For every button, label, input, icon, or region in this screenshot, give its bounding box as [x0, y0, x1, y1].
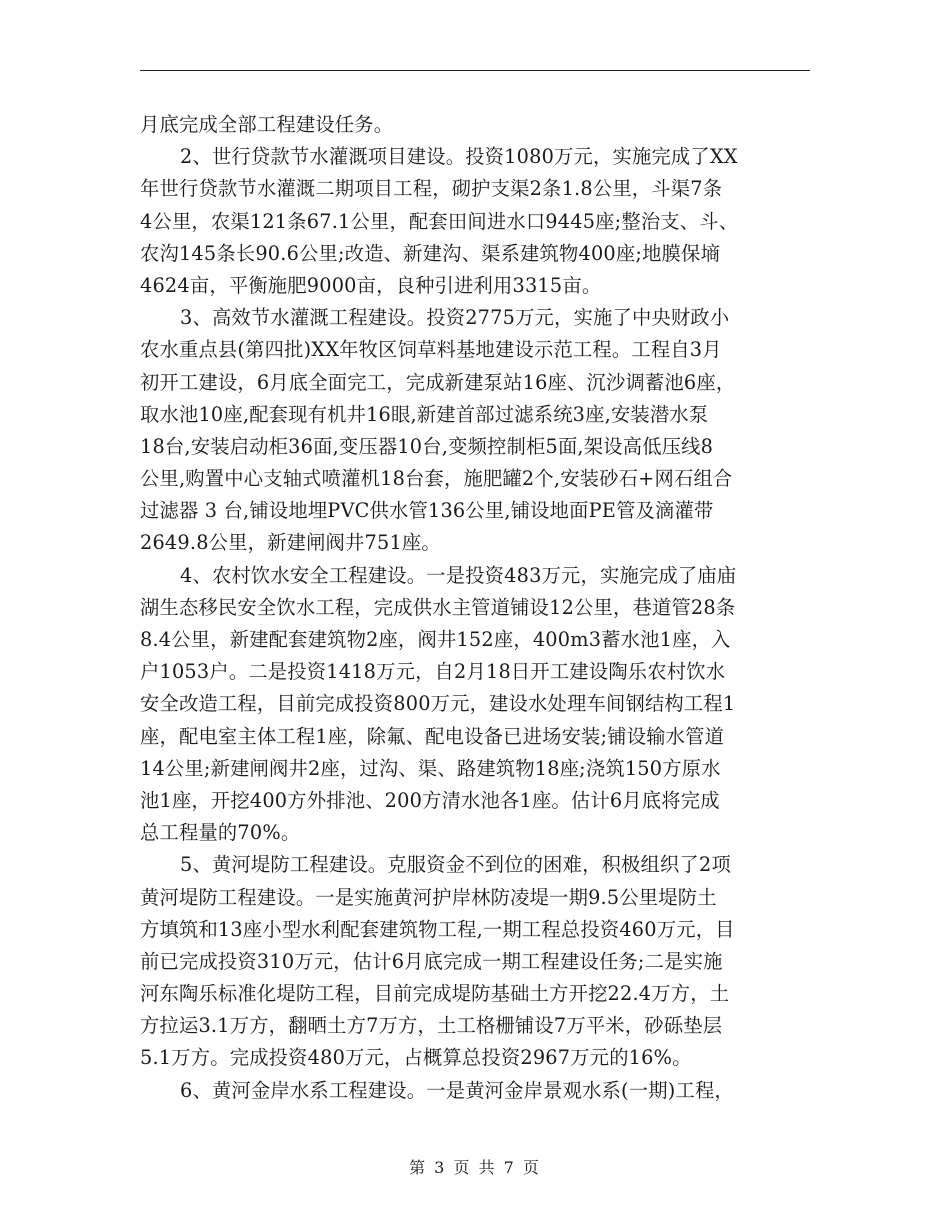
text-line: 年世行贷款节水灌溉二期项目工程，砌护支渠2条1.8公里，斗渠7条: [140, 177, 723, 201]
text-line: 14公里;新建闸阀井2座，过沟、渠、路建筑物18座;浇筑150方原水: [140, 756, 721, 780]
text-line: 安全改造工程，目前完成投资800万元，建设水处理车间钢结构工程1: [140, 692, 736, 716]
text-line: 方拉运3.1万方，翻晒土方7万方，土工格栅铺设7万平米，砂砾垫层: [140, 1014, 723, 1038]
text-line: 2、世行贷款节水灌溉项目建设。投资1080万元，实施完成了XX: [180, 145, 738, 169]
text-line: 取水池10座,配套现有机井16眼,新建首部过滤系统3座,安装潜水泵: [140, 402, 709, 426]
text-line: 5.1万方。完成投资480万元，占概算总投资2967万元的16%。: [140, 1046, 692, 1070]
text-line: 户1053户。二是投资1418万元，自2月18日开工建设陶乐农村饮水: [140, 660, 726, 684]
text-line: 农水重点县(第四批)XX年牧区饲草料基地建设示范工程。工程自3月: [140, 338, 722, 362]
text-line: 农沟145条长90.6公里;改造、新建沟、渠系建筑物400座;地膜保墒: [140, 241, 720, 265]
text-line: 月底完成全部工程建设任务。: [140, 113, 394, 136]
text-line: 3、高效节水灌溉工程建设。投资2775万元，实施了中央财政小: [180, 306, 730, 330]
text-line: 座，配电室主体工程1座，除氟、配电设备已进场安装;铺设输水管道: [140, 724, 725, 748]
text-line: 6、黄河金岸水系工程建设。一是黄河金岸景观水系(一期)工程，: [180, 1078, 734, 1102]
text-line: 5、黄河堤防工程建设。克服资金不到位的困难，积极组织了2项: [180, 853, 731, 877]
text-line: 8.4公里，新建配套建筑物2座，阀井152座，400m3蓄水池1座，入: [140, 628, 731, 651]
text-line: 18台,安装启动柜36面,变压器10台,变频控制柜5面,架设高低压线8: [140, 434, 714, 458]
text-line: 黄河堤防工程建设。一是实施黄河护岸林防凌堤一期9.5公里堤防土: [140, 885, 717, 909]
text-line: 初开工建设，6月底全面完工，完成新建泵站16座、沉沙调蓄池6座，: [140, 370, 736, 394]
header-rule: [140, 70, 810, 71]
text-line: 方填筑和13座小型水利配套建筑物工程,一期工程总投资460万元，目: [140, 917, 735, 941]
text-line: 前已完成投资310万元，估计6月底完成一期工程建设任务;二是实施: [140, 949, 723, 973]
text-line: 池1座，开挖400方外排池、200方清水池各1座。估计6月底将完成: [140, 788, 720, 812]
text-line: 4、农村饮水安全工程建设。一是投资483万元，实施完成了庙庙: [180, 563, 737, 587]
text-line: 4624亩，平衡施肥9000亩，良种引进利用3315亩。: [140, 273, 602, 297]
text-line: 河东陶乐标准化堤防工程，目前完成堤防基础土方开挖22.4万方，土: [140, 982, 730, 1006]
text-line: 2649.8公里，新建闸阀井751座。: [140, 531, 441, 555]
text-line: 湖生态移民安全饮水工程，完成供水主管道铺设12公里，巷道管28条: [140, 595, 736, 619]
text-line: 总工程量的70%。: [140, 821, 301, 845]
document-body: [140, 109, 816, 1107]
text-line: 公里,购置中心支轴式喷灌机18台套，施肥罐2个,安装砂石+网石组合: [140, 467, 733, 491]
page-footer: 第 3 页 共 7 页: [409, 1158, 541, 1177]
text-line: 过滤器 3 台,铺设地埋PVC供水管136公里,铺设地面PE管及滴灌带: [140, 499, 714, 523]
text-line: 4公里，农渠121条67.1公里，配套田间进水口9445座;整治支、斗、: [140, 209, 739, 233]
